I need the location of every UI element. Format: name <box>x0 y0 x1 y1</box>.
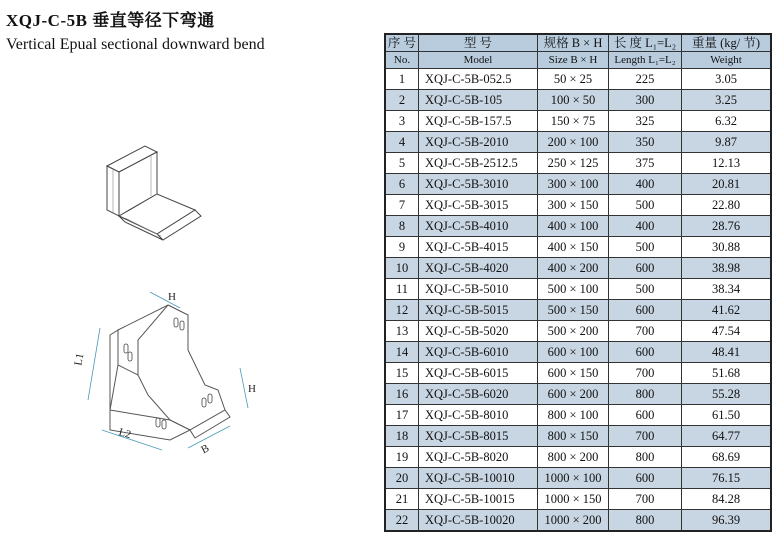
cell-model: XQJ-C-5B-105 <box>419 90 538 111</box>
cell-weight: 76.15 <box>682 468 772 489</box>
cell-length: 400 <box>609 174 682 195</box>
cell-size: 800 × 150 <box>538 426 609 447</box>
cell-size: 400 × 150 <box>538 237 609 258</box>
cell-size: 100 × 50 <box>538 90 609 111</box>
cell-weight: 55.28 <box>682 384 772 405</box>
cell-no: 21 <box>385 489 419 510</box>
cell-length: 700 <box>609 321 682 342</box>
cell-no: 12 <box>385 300 419 321</box>
cell-size: 400 × 100 <box>538 216 609 237</box>
cell-model: XQJ-C-5B-10020 <box>419 510 538 532</box>
cell-model: XQJ-C-5B-157.5 <box>419 111 538 132</box>
cell-model: XQJ-C-5B-3015 <box>419 195 538 216</box>
dimension-label-l1: L1 <box>72 352 87 367</box>
cell-weight: 68.69 <box>682 447 772 468</box>
cell-length: 300 <box>609 90 682 111</box>
cell-length: 600 <box>609 468 682 489</box>
cell-size: 1000 × 200 <box>538 510 609 532</box>
cell-model: XQJ-C-5B-8010 <box>419 405 538 426</box>
cell-weight: 3.05 <box>682 69 772 90</box>
cell-model: XQJ-C-5B-6010 <box>419 342 538 363</box>
cell-length: 600 <box>609 300 682 321</box>
cell-length: 700 <box>609 489 682 510</box>
cell-weight: 96.39 <box>682 510 772 532</box>
cell-model: XQJ-C-5B-8020 <box>419 447 538 468</box>
cell-weight: 41.62 <box>682 300 772 321</box>
cell-size: 500 × 200 <box>538 321 609 342</box>
cell-size: 500 × 100 <box>538 279 609 300</box>
cell-model: XQJ-C-5B-10015 <box>419 489 538 510</box>
table-body <box>385 69 771 532</box>
table-row <box>385 384 771 405</box>
cell-length: 500 <box>609 195 682 216</box>
cell-length: 800 <box>609 384 682 405</box>
cell-model: XQJ-C-5B-2010 <box>419 132 538 153</box>
cell-length: 600 <box>609 258 682 279</box>
cell-model: XQJ-C-5B-8015 <box>419 426 538 447</box>
cell-weight: 64.77 <box>682 426 772 447</box>
cell-model: XQJ-C-5B-5015 <box>419 300 538 321</box>
cell-no: 3 <box>385 111 419 132</box>
cell-size: 50 × 25 <box>538 69 609 90</box>
dimension-label-h-top: H <box>168 291 176 303</box>
cell-model: XQJ-C-5B-6015 <box>419 363 538 384</box>
cell-no: 19 <box>385 447 419 468</box>
cell-no: 18 <box>385 426 419 447</box>
cell-no: 4 <box>385 132 419 153</box>
table-row <box>385 195 771 216</box>
col-no-cn: 序 号 <box>385 34 419 52</box>
cell-length: 700 <box>609 426 682 447</box>
cell-no: 20 <box>385 468 419 489</box>
cell-no: 1 <box>385 69 419 90</box>
cell-weight: 61.50 <box>682 405 772 426</box>
table-row <box>385 153 771 174</box>
table-row <box>385 426 771 447</box>
cell-size: 800 × 100 <box>538 405 609 426</box>
dimension-label-b: B <box>199 442 212 457</box>
cell-size: 1000 × 100 <box>538 468 609 489</box>
cell-model: XQJ-C-5B-4020 <box>419 258 538 279</box>
cell-model: XQJ-C-5B-2512.5 <box>419 153 538 174</box>
cell-no: 15 <box>385 363 419 384</box>
cell-size: 200 × 100 <box>538 132 609 153</box>
col-no-en: No. <box>385 52 419 69</box>
table-row <box>385 321 771 342</box>
col-size-cn: 规格 B × H <box>538 34 609 52</box>
cell-no: 8 <box>385 216 419 237</box>
cell-size: 500 × 150 <box>538 300 609 321</box>
cell-weight: 38.34 <box>682 279 772 300</box>
cell-size: 600 × 150 <box>538 363 609 384</box>
cell-no: 9 <box>385 237 419 258</box>
cell-no: 13 <box>385 321 419 342</box>
table-row <box>385 258 771 279</box>
cell-size: 250 × 125 <box>538 153 609 174</box>
cell-length: 500 <box>609 237 682 258</box>
bend-dimension-figure <box>70 280 270 480</box>
cell-length: 225 <box>609 69 682 90</box>
cell-size: 1000 × 150 <box>538 489 609 510</box>
table-row <box>385 510 771 532</box>
cell-no: 11 <box>385 279 419 300</box>
cell-weight: 30.88 <box>682 237 772 258</box>
table-row <box>385 216 771 237</box>
cell-size: 150 × 75 <box>538 111 609 132</box>
dimension-label-l2: L2 <box>117 426 133 442</box>
cell-model: XQJ-C-5B-10010 <box>419 468 538 489</box>
cell-weight: 22.80 <box>682 195 772 216</box>
table-row <box>385 111 771 132</box>
cell-no: 17 <box>385 405 419 426</box>
cell-model: XQJ-C-5B-3010 <box>419 174 538 195</box>
cell-length: 500 <box>609 279 682 300</box>
table-row <box>385 132 771 153</box>
cell-weight: 84.28 <box>682 489 772 510</box>
cell-length: 400 <box>609 216 682 237</box>
table-row <box>385 342 771 363</box>
table-row <box>385 363 771 384</box>
table-row <box>385 447 771 468</box>
cell-length: 800 <box>609 447 682 468</box>
col-size-en: Size B × H <box>538 52 609 69</box>
table-row <box>385 405 771 426</box>
cell-size: 800 × 200 <box>538 447 609 468</box>
cell-no: 14 <box>385 342 419 363</box>
col-length-cn: 长 度 L₁=L₂ <box>609 34 682 52</box>
cell-weight: 51.68 <box>682 363 772 384</box>
cell-no: 16 <box>385 384 419 405</box>
cell-no: 2 <box>385 90 419 111</box>
table-row <box>385 90 771 111</box>
table-row <box>385 489 771 510</box>
cell-model: XQJ-C-5B-4015 <box>419 237 538 258</box>
col-model-en: Model <box>419 52 538 69</box>
col-length-en: Length L₁=L₂ <box>609 52 682 69</box>
spec-table <box>384 33 772 532</box>
table-header-row-en <box>385 52 771 69</box>
cell-size: 300 × 100 <box>538 174 609 195</box>
cell-no: 6 <box>385 174 419 195</box>
cell-model: XQJ-C-5B-6020 <box>419 384 538 405</box>
cell-weight: 47.54 <box>682 321 772 342</box>
cell-length: 800 <box>609 510 682 532</box>
cell-size: 600 × 200 <box>538 384 609 405</box>
table-header-row-cn <box>385 34 771 52</box>
dimension-label-h-right: H <box>248 383 256 395</box>
cell-model: XQJ-C-5B-4010 <box>419 216 538 237</box>
page-title: XQJ-C-5B 垂直等径下弯通 <box>6 11 215 30</box>
table-row <box>385 279 771 300</box>
col-model-cn: 型 号 <box>419 34 538 52</box>
cell-no: 10 <box>385 258 419 279</box>
cell-no: 5 <box>385 153 419 174</box>
cell-size: 300 × 150 <box>538 195 609 216</box>
cell-model: XQJ-C-5B-5010 <box>419 279 538 300</box>
cell-length: 350 <box>609 132 682 153</box>
cell-weight: 12.13 <box>682 153 772 174</box>
cell-length: 600 <box>609 342 682 363</box>
cell-weight: 9.87 <box>682 132 772 153</box>
cell-size: 400 × 200 <box>538 258 609 279</box>
table-row <box>385 237 771 258</box>
cell-weight: 3.25 <box>682 90 772 111</box>
cell-model: XQJ-C-5B-052.5 <box>419 69 538 90</box>
table-row <box>385 300 771 321</box>
cell-length: 700 <box>609 363 682 384</box>
cell-no: 22 <box>385 510 419 532</box>
cell-weight: 6.32 <box>682 111 772 132</box>
table-row <box>385 69 771 90</box>
table-row <box>385 468 771 489</box>
cell-weight: 48.41 <box>682 342 772 363</box>
cell-length: 325 <box>609 111 682 132</box>
cell-weight: 20.81 <box>682 174 772 195</box>
cell-length: 375 <box>609 153 682 174</box>
col-weight-en: Weight <box>682 52 772 69</box>
cell-no: 7 <box>385 195 419 216</box>
cell-length: 600 <box>609 405 682 426</box>
bend-perspective-figure <box>95 138 215 258</box>
cell-model: XQJ-C-5B-5020 <box>419 321 538 342</box>
table-row <box>385 174 771 195</box>
col-weight-cn: 重量 (kg/ 节) <box>682 34 772 52</box>
cell-weight: 28.76 <box>682 216 772 237</box>
cell-size: 600 × 100 <box>538 342 609 363</box>
cell-weight: 38.98 <box>682 258 772 279</box>
page-subtitle: Vertical Epual sectional downward bend <box>6 36 265 53</box>
